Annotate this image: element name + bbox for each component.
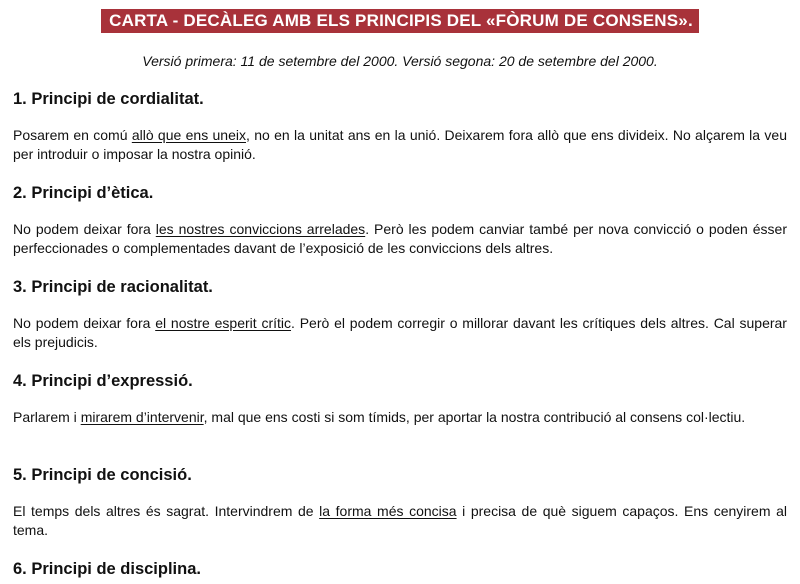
section-heading: 5. Principi de concisió. <box>13 466 192 484</box>
section-heading: 6. Principi de disciplina. <box>13 560 201 578</box>
paragraph-text: Parlarem i <box>13 409 81 425</box>
paragraph-text: , mal que ens costi si som tímids, per aportar la nostra contribució al consens col·lectiu. <box>203 409 746 425</box>
paragraph-text: El temps dels altres és sagrat. Intervindrem de <box>13 503 320 519</box>
section-heading: 4. Principi d’expressió. <box>13 372 193 390</box>
paragraph-text: . Però el podem corregir o millorar davant les crítiques dels altres. Cal superar els prejudicis. <box>13 315 787 350</box>
section-disciplina <box>13 559 787 579</box>
underlined-phrase: les nostres conviccions arrelades <box>155 221 366 237</box>
section-paragraph <box>13 126 787 164</box>
underlined-phrase: la forma més concisa <box>319 503 457 519</box>
section-paragraph <box>13 502 787 540</box>
underlined-phrase: allò que ens uneix <box>131 127 246 143</box>
document-title: CARTA - DECÀLEG AMB ELS PRINCIPIS DEL «FÒRUM DE CONSENS». <box>101 9 699 33</box>
paragraph-text: No podem deixar fora <box>13 221 156 237</box>
section-paragraph <box>13 408 787 427</box>
underlined-phrase: mirarem d’intervenir <box>80 409 204 425</box>
paragraph-text: i precisa de què siguem capaços. Ens cenyirem al tema. <box>13 503 787 538</box>
section-heading: 3. Principi de racionalitat. <box>13 278 213 296</box>
paragraph-text: . Però les podem canviar també per nova convicció o poden ésser perfeccionades o complementades davant de l’exposició de les conviccions dels altres. <box>13 221 787 256</box>
title-bar <box>0 9 800 33</box>
version-subtitle: Versió primera: 11 de setembre del 2000. Versió segona: 20 de setembre del 2000. <box>142 53 658 69</box>
section-expressio <box>13 371 787 427</box>
section-racionalitat <box>13 277 787 352</box>
section-heading: 1. Principi de cordialitat. <box>13 90 204 108</box>
section-paragraph <box>13 220 787 258</box>
section-paragraph <box>13 314 787 352</box>
paragraph-text: , no en la unitat ans en la unió. Deixarem fora allò que ens divideix. No alçarem la veu per introduir o imposar la nostra opinió. <box>13 127 787 162</box>
section-heading: 2. Principi d’ètica. <box>13 184 154 202</box>
section-cordialitat <box>13 89 787 164</box>
paragraph-text: No podem deixar fora <box>13 315 156 331</box>
underlined-phrase: el nostre esperit crític <box>155 315 292 331</box>
section-concisio <box>13 465 787 540</box>
paragraph-text: Posarem en comú <box>13 127 132 143</box>
section-etica <box>13 183 787 258</box>
